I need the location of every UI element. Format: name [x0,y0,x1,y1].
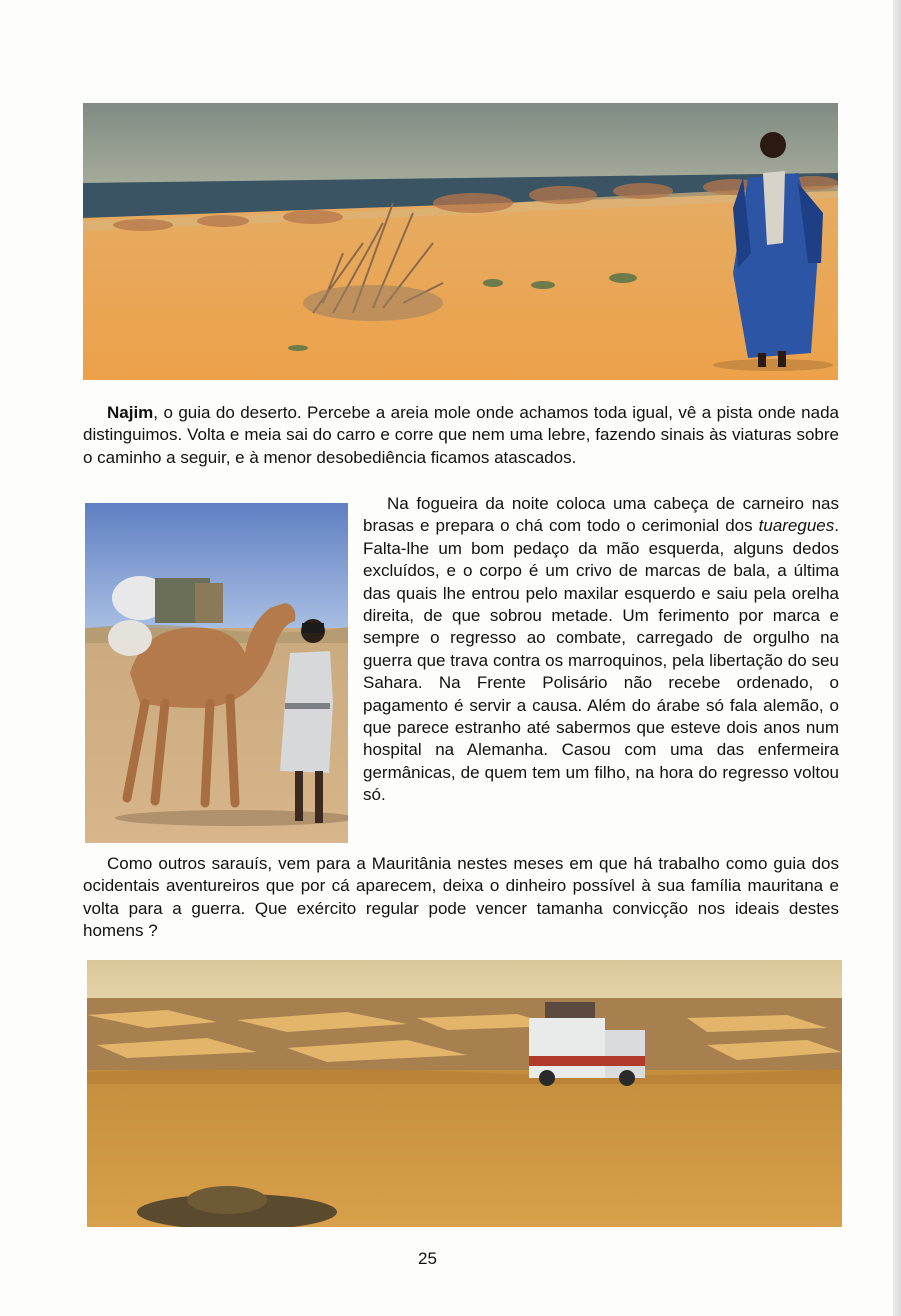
page-edge [893,0,901,1316]
guide-name: Najim [107,403,154,422]
campfire-text-end: . Falta-lhe um bom pedaço da mão esquerda, alguns dedos excluídos, e o corpo é um crivo de marcas de bala, a última das quais lhe entrou pelo maxilar esquerdo e saiu pela orelha direita, de que sobrou metade. Um ferimento por marca e sempre o regresso ao combate, carregado de orgulho na guerra que trava contra os marroquinos, pela libertação do seu Sahara. Na Frente Polisário não recebe ordenado, o pagamento é servir a causa. Além do árabe só fala alemão, o que parece estranho até sabermos que esteve dois anos num hospital na Alemanha. Casou com uma das enfermeira germânicas, de quem tem um filho, na hora do regresso voltou só. [363,516,839,805]
desert-dunes-truck-photo [87,960,842,1227]
camel-and-guide-photo [85,503,348,843]
guide-on-beach-photo [83,103,838,380]
campfire-text-start: Na fogueira da noite coloca uma cabeça de carneiro nas brasas e prepara o chá com todo o cerimonial dos [363,494,839,536]
tuaregues-term: tuaregues [758,516,835,536]
sahrawi-text: Como outros sarauís, vem para a Mauritânia nestes meses em que há trabalho como guia dos ocidentais aventureiros que por cá aparecem, deixa o dinheiro possível à sua família mauritana e volta para a guerra. Que exército regular pode vencer tamanha convicção nos ideais destes homens ? [83,854,839,941]
campfire-paragraph [363,493,839,807]
guide-intro-paragraph [83,402,839,469]
sahrawi-paragraph [83,853,839,943]
guide-intro-text: , o guia do deserto. Percebe a areia mole onde achamos toda igual, vê a pista onde nada distinguimos. Volta e meia sai do carro e corre que nem uma lebre, fazendo sinais às viaturas sobre o caminho a seguir, e à menor desobediência ficamos atascados. [83,403,839,467]
page-number: 25 [418,1249,437,1268]
